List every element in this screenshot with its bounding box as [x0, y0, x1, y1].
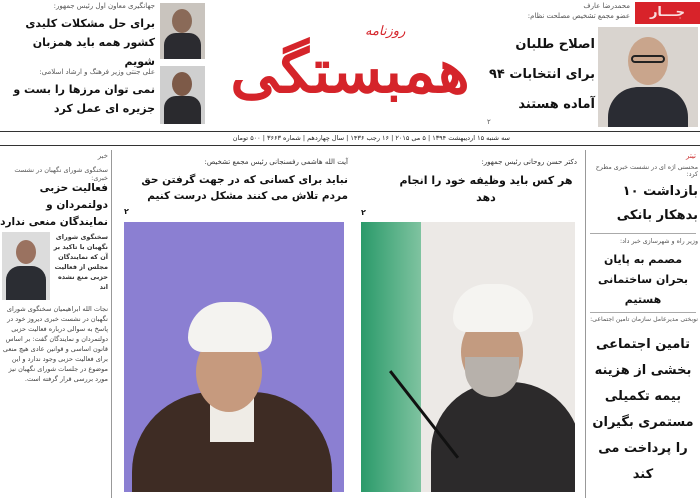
rafsanjani-story[interactable] [118, 150, 350, 498]
portrait-suit [164, 33, 201, 59]
story-headline[interactable]: برای حل مشکلات کلیدی کشور همه باید همزبان شویم [25, 17, 155, 68]
left-column [0, 150, 112, 498]
story-kicker: سخنگوی شورای نگهبان در نشست خبری: [14, 166, 108, 182]
rouhani-story[interactable] [355, 150, 580, 498]
story-kicker: دکتر حسن روحانی رئیس جمهور: [481, 158, 577, 166]
masthead-title: همبستگی [230, 37, 470, 107]
story-kicker: وزیر راه و شهرسازی خبر داد: [619, 238, 698, 245]
story-headline[interactable]: فعالیت حزبی دولتمردان و نمایندگان منعی ندارد [0, 182, 108, 228]
portrait-suit [6, 266, 46, 300]
masthead-bottom-rule [0, 145, 700, 146]
story-headline[interactable]: نباید برای کسانی که در جهت گرفتن حق مردم تلاش می کنند مشکل درست کنیم [141, 174, 348, 202]
story-kicker: محسنی اژه ای در نشست خبری مطرح کرد: [595, 164, 698, 178]
story-kicker-2: عضو مجمع تشخیص مصلحت نظام: [527, 12, 630, 20]
story-body: نجات الله ابراهیمیان سخنگوی شورای نگهبان در نشست خبری دیروز خود در پاسخ به سوالی درباره فعالیت حزبی دولتمردان و نمایندگان گفت: بر اساس قانون اساسی و قوانین عادی هیچ منعی برای فعالیت حزبی وجود ندارد و این موضوع در جلسات شورای نگهبان نیز مورد بررسی قرار گرفته است. [2, 305, 108, 383]
portrait-head [16, 240, 36, 264]
story-kicker: نوبختی مدیرعامل سازمان تامین اجتماعی: [590, 316, 698, 323]
masthead [215, 4, 485, 129]
portrait-head [172, 9, 192, 33]
masthead-top-rule [0, 131, 700, 132]
divider [590, 312, 696, 313]
page-number: ۲ [124, 207, 129, 216]
photo-caption: سخنگوی شورای نگهبان با تاکید بر آن که نمایندگان مجلس از فعالیت حزبی منع نشده اند [53, 233, 108, 291]
page-number: ۲ [487, 118, 491, 126]
portrait-suit [608, 87, 688, 127]
story-kicker: محمدرضا عارف [583, 2, 630, 10]
jar-logo [635, 2, 700, 24]
rouhani-photo [361, 222, 575, 492]
jahangiri-photo [160, 3, 205, 59]
story-kicker: آیت الله هاشمی رفسنجانی رئیس مجمع تشخیص: [204, 158, 348, 166]
top-left-story-1[interactable] [0, 0, 210, 68]
robe [431, 382, 575, 492]
date-line: سه شنبه ۱۵ اردیبهشت ۱۳۹۴ | ۵ می ۲۰۱۵ | ۱۶ رجب ۱۴۳۶ | سال چهاردهم | شماره ۳۶۶۳ | ۵۰۰ تومان [232, 134, 510, 142]
story-kicker: علی جنتی وزیر فرهنگ و ارشاد اسلامی: [39, 68, 155, 76]
spokesman-photo [2, 232, 50, 300]
portrait-head [172, 72, 192, 96]
portrait-suit [164, 96, 201, 124]
turban-icon [453, 284, 533, 332]
story-headline[interactable]: نمی توان مرزها را بست و جزیره ای عمل کرد [13, 83, 155, 115]
story-headline[interactable]: بازداشت ۱۰ بدهکار بانکی [616, 184, 698, 223]
story-headline[interactable]: هر کس باید وظیفه خود را انجام دهد [399, 174, 573, 204]
jar-logo-text: جـــار [649, 5, 686, 20]
section-label: خبر [97, 152, 108, 160]
turban-icon [188, 302, 272, 352]
aref-photo [598, 27, 698, 127]
masthead-subtitle: روزنامه [365, 24, 406, 39]
glasses-icon [631, 55, 665, 63]
story-kicker: جهانگیری معاون اول رئیس جمهور: [53, 2, 155, 10]
top-left-story-2[interactable] [0, 64, 210, 128]
top-right-story[interactable] [485, 0, 700, 130]
flag-stripe-green [361, 222, 421, 492]
rafsanjani-photo [124, 222, 344, 492]
right-column [585, 150, 700, 498]
section-label: تیتر [685, 152, 696, 160]
jannati-photo [160, 66, 205, 124]
divider [590, 233, 696, 234]
story-headline[interactable]: تامین اجتماعی بخشی از هزینه بیمه تکمیلی مستمری بگیران را پرداخت می کند [592, 337, 694, 482]
page-number: ۲ [361, 208, 366, 217]
story-headline[interactable]: مصمم به پایان بحران ساختمانی هستیم [597, 253, 689, 306]
story-headline[interactable]: اصلاح طلبان برای انتخابات ۹۴ آماده هستند [489, 37, 595, 112]
